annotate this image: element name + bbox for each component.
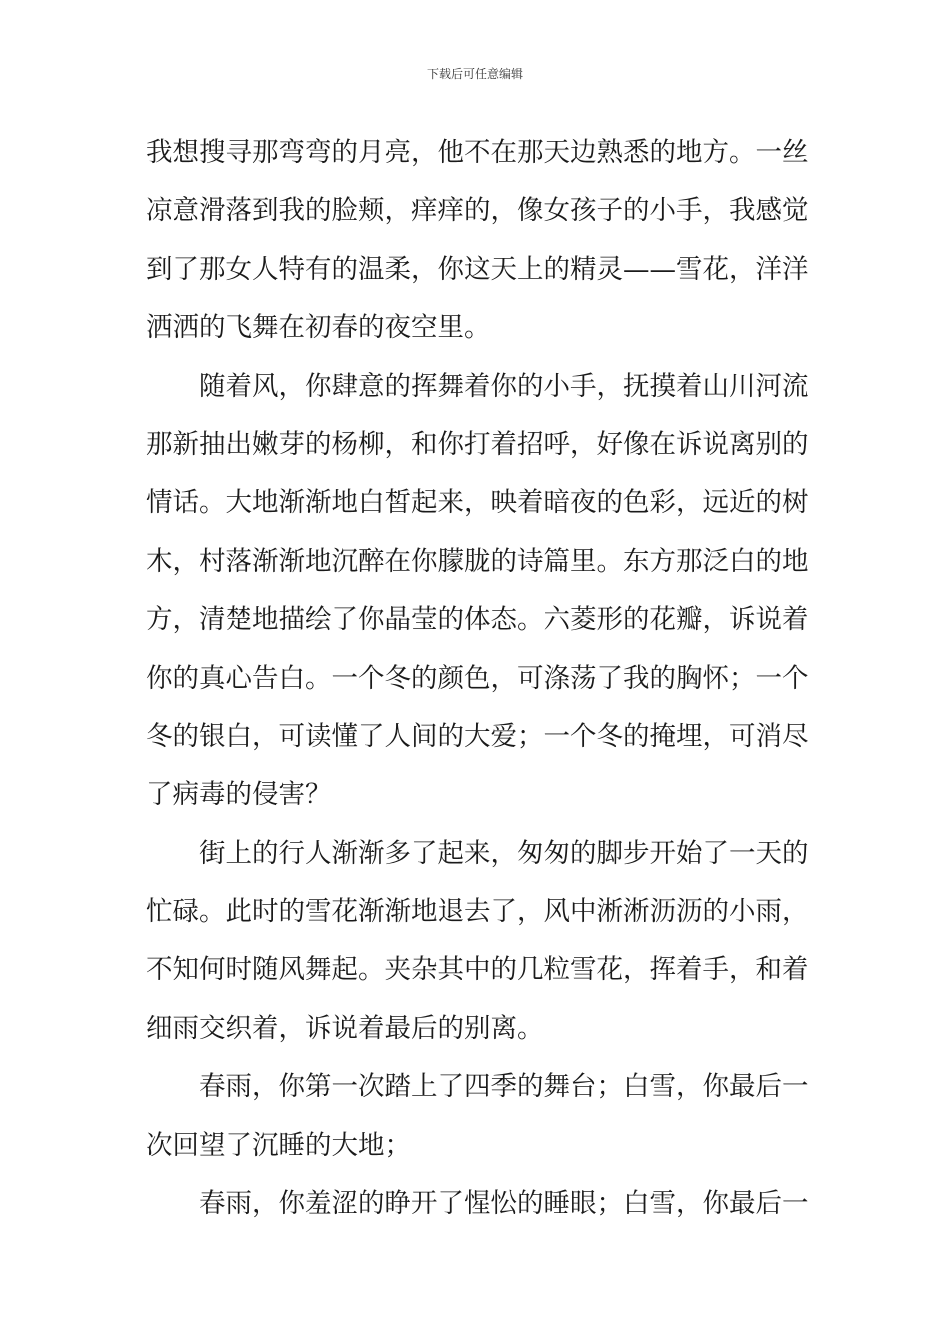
text-line: 木，村落渐渐地沉醉在你朦胧的诗篇里。东方那泛白的地 bbox=[146, 545, 809, 577]
text-line: 不知何时随风舞起。夹杂其中的几粒雪花，挥着手，和着 bbox=[146, 954, 809, 986]
paragraph bbox=[146, 831, 809, 1065]
text-line: 随着风，你肆意的挥舞着你的小手，抚摸着山川河流 bbox=[199, 370, 809, 402]
text-line: 了病毒的侵害？ bbox=[146, 779, 332, 811]
text-line: 情话。大地渐渐地白皙起来，映着暗夜的色彩，远近的树 bbox=[146, 487, 809, 519]
text-line: 街上的行人渐渐多了起来，匆匆的脚步开始了一天的 bbox=[199, 837, 809, 869]
text-line: 你的真心告白。一个冬的颜色，可涤荡了我的胸怀；一个 bbox=[146, 662, 809, 694]
text-line: 春雨，你羞涩的睁开了惺忪的睡眼；白雪，你最后一 bbox=[199, 1188, 809, 1220]
document-body bbox=[146, 130, 809, 1239]
text-line: 次回望了沉睡的大地； bbox=[146, 1129, 411, 1161]
text-line: 细雨交织着，诉说着最后的别离。 bbox=[146, 1012, 544, 1044]
paragraph bbox=[146, 1181, 809, 1239]
page-header: 下载后可任意编辑 bbox=[426, 67, 523, 81]
text-line: 我想搜寻那弯弯的月亮，他不在那天边熟悉的地方。一丝 bbox=[146, 137, 809, 168]
text-line: 忙碌。此时的雪花渐渐地退去了，风中淅淅沥沥的小雨， bbox=[146, 896, 809, 928]
text-line: 那新抽出嫩芽的杨柳，和你打着招呼，好像在诉说离别的 bbox=[146, 428, 809, 460]
text-line: 春雨，你第一次踏上了四季的舞台；白雪，你最后一 bbox=[199, 1071, 809, 1103]
text-line: 洒洒的飞舞在初春的夜空里。 bbox=[146, 312, 491, 344]
paragraph bbox=[146, 1064, 809, 1181]
paragraph bbox=[146, 130, 809, 364]
paragraph bbox=[146, 364, 809, 831]
text-line: 到了那女人特有的温柔，你这天上的精灵——雪花，洋洋 bbox=[146, 253, 809, 285]
text-line: 凉意滑落到我的脸颊，痒痒的，像女孩子的小手，我感觉 bbox=[146, 195, 809, 227]
text-line: 冬的银白，可读懂了人间的大爱；一个冬的掩埋，可消尽 bbox=[146, 720, 809, 752]
text-line: 方，清楚地描绘了你晶莹的体态。六菱形的花瓣，诉说着 bbox=[146, 604, 809, 636]
